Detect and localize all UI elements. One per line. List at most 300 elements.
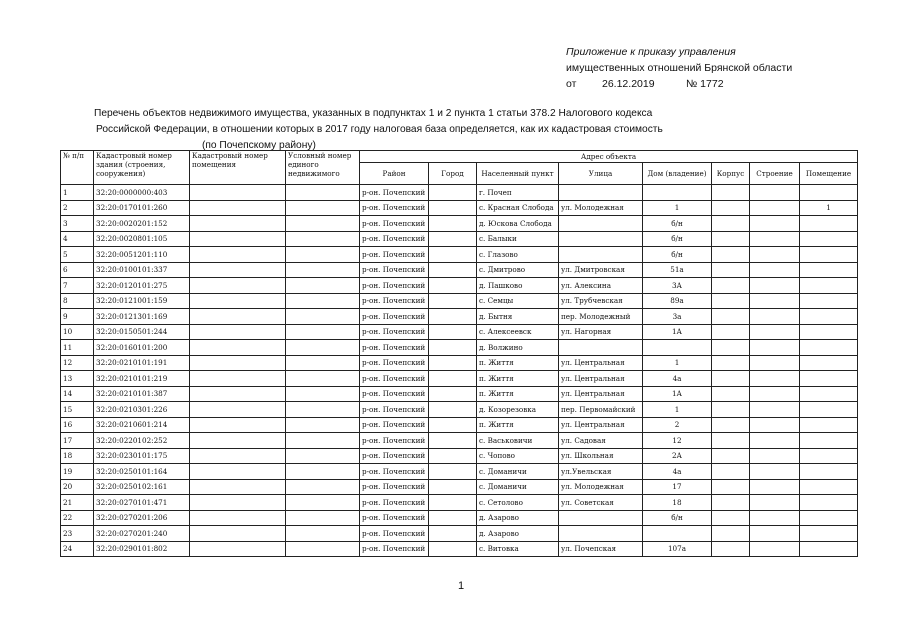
cell-room [800,464,858,480]
header-street: Улица [559,163,643,185]
cell-cond-number [286,231,360,247]
table-row [61,495,858,511]
cell-cond-number [286,464,360,480]
cell-street: ул.Увельская [559,464,643,480]
cell-city [429,340,477,356]
cell-num: 9 [61,309,94,325]
cell-cad-room [190,433,286,449]
cell-room [800,231,858,247]
cell-street: ул. Алексина [559,278,643,294]
table-row [61,526,858,542]
cell-structure [750,185,800,201]
cell-settlement: д. Юскова Слобода [477,216,559,232]
cell-room [800,386,858,402]
cell-street: пер. Молодежный [559,309,643,325]
cell-num: 5 [61,247,94,263]
cell-district: р-он. Почепский [360,340,429,356]
cell-district: р-он. Почепский [360,402,429,418]
cell-room [800,247,858,263]
cell-structure [750,386,800,402]
cell-block [712,355,750,371]
table-row [61,247,858,263]
cell-house: 12 [643,433,712,449]
cell-house: 3а [643,309,712,325]
cell-city [429,448,477,464]
cell-cad-room [190,216,286,232]
table-row [61,355,858,371]
cell-cad-room [190,355,286,371]
cell-city [429,185,477,201]
cell-street: ул. Молодежная [559,200,643,216]
cell-city [429,309,477,325]
cell-num: 4 [61,231,94,247]
cell-room [800,185,858,201]
cell-district: р-он. Почепский [360,495,429,511]
cell-house: 4а [643,371,712,387]
cell-city [429,371,477,387]
cell-house: 1 [643,402,712,418]
cell-settlement: п. Життя [477,355,559,371]
cell-structure [750,371,800,387]
table-row [61,417,858,433]
table-row [61,324,858,340]
cell-settlement: г. Почеп [477,185,559,201]
cell-num: 22 [61,510,94,526]
header-address: Адрес объекта [360,151,858,163]
cell-num: 10 [61,324,94,340]
cell-house: 89а [643,293,712,309]
cell-settlement: с. Алексеевск [477,324,559,340]
cell-cad-building: 32:20:0150501:244 [94,324,190,340]
cell-city [429,355,477,371]
cell-room [800,495,858,511]
cell-structure [750,417,800,433]
cell-cond-number [286,448,360,464]
cell-cad-room [190,448,286,464]
cell-settlement: с. Сетолово [477,495,559,511]
table-row [61,464,858,480]
cell-structure [750,262,800,278]
cell-structure [750,340,800,356]
cell-room [800,479,858,495]
cell-num: 14 [61,386,94,402]
cell-house: 1 [643,200,712,216]
table-row [61,231,858,247]
cell-city [429,231,477,247]
cell-cond-number [286,541,360,557]
cell-block [712,231,750,247]
cell-cad-building: 32:20:0270101:471 [94,495,190,511]
cell-street: пер. Первомайский [559,402,643,418]
order-number: № 1772 [686,78,724,90]
cell-cond-number [286,371,360,387]
cell-cond-number [286,526,360,542]
cell-house [643,526,712,542]
cell-district: р-он. Почепский [360,448,429,464]
table-row [61,309,858,325]
cell-num: 24 [61,541,94,557]
cell-cond-number [286,216,360,232]
from-label: от [566,78,577,90]
cell-district: р-он. Почепский [360,231,429,247]
cell-block [712,448,750,464]
cell-settlement: п. Життя [477,417,559,433]
cell-cad-room [190,324,286,340]
cell-settlement: с. Красная Слобода [477,200,559,216]
table-body [61,185,858,557]
cell-structure [750,231,800,247]
cell-street: ул. Трубчевская [559,293,643,309]
cell-street: ул. Нагорная [559,324,643,340]
cell-block [712,278,750,294]
cell-cad-building: 32:20:0210101:191 [94,355,190,371]
cell-house: 1 [643,355,712,371]
table-row [61,216,858,232]
cell-structure [750,448,800,464]
table-row [61,278,858,294]
cell-cad-building: 32:20:0100101:337 [94,262,190,278]
cell-cad-room [190,464,286,480]
cell-cad-room [190,526,286,542]
cell-cond-number [286,247,360,263]
cell-structure [750,433,800,449]
header-structure: Строение [750,163,800,185]
cell-room [800,278,858,294]
table-row [61,386,858,402]
cell-room [800,262,858,278]
cell-block [712,340,750,356]
cell-block [712,526,750,542]
cell-district: р-он. Почепский [360,371,429,387]
cell-block [712,464,750,480]
cell-cad-room [190,278,286,294]
cell-num: 2 [61,200,94,216]
table-row [61,293,858,309]
cell-settlement: п. Життя [477,386,559,402]
title-line-2: Российской Федерации, в отношении которых в 2017 году налоговая база определяется, как их кадастровая стоимость [96,124,663,135]
cell-district: р-он. Почепский [360,185,429,201]
cell-room [800,309,858,325]
cell-city [429,541,477,557]
cell-settlement: с. Балыки [477,231,559,247]
table-row [61,262,858,278]
cell-city [429,402,477,418]
cell-structure [750,324,800,340]
cell-city [429,247,477,263]
cell-cad-building: 32:20:0270201:206 [94,510,190,526]
cell-house: 3А [643,278,712,294]
table-row [61,340,858,356]
cell-street [559,247,643,263]
cell-num: 15 [61,402,94,418]
cell-cad-room [190,417,286,433]
cell-house: б/н [643,510,712,526]
header-cad-room: Кадастровый номер помещения [190,151,286,185]
cell-cond-number [286,355,360,371]
cell-settlement: д. Козорезовка [477,402,559,418]
cell-cond-number [286,495,360,511]
header-cad-building: Кадастровый номер здания (строения, сооружения) [94,151,190,185]
cell-cond-number [286,293,360,309]
cell-room [800,541,858,557]
cell-cond-number [286,262,360,278]
cell-city [429,433,477,449]
cell-cad-room [190,495,286,511]
cell-city [429,464,477,480]
cell-cad-building: 32:20:0051201:110 [94,247,190,263]
cell-block [712,495,750,511]
cell-street [559,185,643,201]
cell-cad-building: 32:20:0170101:260 [94,200,190,216]
table-row [61,402,858,418]
order-date: 26.12.2019 [602,78,655,90]
cell-structure [750,247,800,263]
cell-street: ул. Школьная [559,448,643,464]
cell-room [800,402,858,418]
cell-street: ул. Дмитровская [559,262,643,278]
cell-cad-building: 32:20:0250102:161 [94,479,190,495]
table-row [61,200,858,216]
cell-district: р-он. Почепский [360,464,429,480]
cell-settlement: д. Пашково [477,278,559,294]
cell-district: р-он. Почепский [360,262,429,278]
cell-room [800,371,858,387]
cell-street: ул. Советская [559,495,643,511]
cell-cad-room [190,386,286,402]
cell-block [712,324,750,340]
cell-cad-room [190,185,286,201]
cell-cad-room [190,510,286,526]
cell-district: р-он. Почепский [360,433,429,449]
cell-structure [750,216,800,232]
cell-district: р-он. Почепский [360,293,429,309]
cell-city [429,262,477,278]
appendix-line-1 [566,44,792,60]
cell-block [712,433,750,449]
cell-cad-room [190,231,286,247]
cell-block [712,247,750,263]
cell-num: 3 [61,216,94,232]
cell-cad-building: 32:20:0210101:387 [94,386,190,402]
cell-room [800,293,858,309]
cell-settlement: с. Чопово [477,448,559,464]
cell-cad-room [190,402,286,418]
cell-num: 12 [61,355,94,371]
cell-num: 11 [61,340,94,356]
cell-structure [750,526,800,542]
table-row [61,479,858,495]
cell-district: р-он. Почепский [360,386,429,402]
title-line-3: (по Почепскому району) [202,140,316,151]
cell-cad-room [190,479,286,495]
cell-block [712,185,750,201]
cell-city [429,495,477,511]
table-row [61,541,858,557]
cell-house: 4а [643,464,712,480]
cell-num: 1 [61,185,94,201]
cell-city [429,510,477,526]
cell-structure [750,541,800,557]
cell-num: 13 [61,371,94,387]
cell-cond-number [286,200,360,216]
page-number: 1 [458,580,465,592]
cell-cad-room [190,371,286,387]
cell-settlement: д. Бытня [477,309,559,325]
cell-room [800,340,858,356]
cell-num: 19 [61,464,94,480]
cell-room [800,448,858,464]
cell-num: 23 [61,526,94,542]
cell-city [429,324,477,340]
cell-structure [750,495,800,511]
cell-street: ул. Садовая [559,433,643,449]
cell-house: 2А [643,448,712,464]
cell-room: 1 [800,200,858,216]
cell-cad-building: 32:20:0250101:164 [94,464,190,480]
appendix-header [566,44,792,92]
table-row [61,185,858,201]
header-cond-number: Условный номер единого недвижимого [286,151,360,185]
cell-room [800,417,858,433]
cell-block [712,262,750,278]
table-row [61,448,858,464]
cell-cad-building: 32:20:0210301:226 [94,402,190,418]
cell-house: 1А [643,386,712,402]
cell-room [800,433,858,449]
cell-room [800,355,858,371]
cell-block [712,200,750,216]
cell-cad-building: 32:20:0000000:403 [94,185,190,201]
cell-cad-room [190,541,286,557]
cell-cond-number [286,278,360,294]
cell-cond-number [286,340,360,356]
cell-house [643,340,712,356]
cell-district: р-он. Почепский [360,216,429,232]
cell-cond-number [286,510,360,526]
cell-settlement: д. Азарово [477,510,559,526]
cell-cad-building: 32:20:0020801:105 [94,231,190,247]
cell-city [429,479,477,495]
cell-room [800,526,858,542]
cell-block [712,309,750,325]
cell-settlement: д. Волжино [477,340,559,356]
cell-structure [750,355,800,371]
cell-house: 17 [643,479,712,495]
cell-cad-room [190,309,286,325]
header-block: Корпус [712,163,750,185]
cell-settlement: с. Семцы [477,293,559,309]
cell-settlement: д. Азарово [477,526,559,542]
cell-house: 18 [643,495,712,511]
appendix-date-line [566,76,792,92]
table-row [61,433,858,449]
cell-district: р-он. Почепский [360,324,429,340]
header-city: Город [429,163,477,185]
cell-house [643,185,712,201]
appendix-line-2: имущественных отношений Брянской области [566,62,793,74]
cell-settlement: с. Доманичи [477,464,559,480]
cell-street: ул. Центральная [559,371,643,387]
cell-city [429,200,477,216]
cell-settlement: п. Життя [477,371,559,387]
cell-city [429,216,477,232]
document-title [60,106,760,154]
table-row [61,510,858,526]
cell-street: ул. Молодежная [559,479,643,495]
cell-num: 21 [61,495,94,511]
cell-cad-building: 32:20:0120101:275 [94,278,190,294]
cell-street [559,526,643,542]
cell-cad-building: 32:20:0270201:240 [94,526,190,542]
cell-settlement: с. Дмитрово [477,262,559,278]
cell-structure [750,309,800,325]
cell-street [559,216,643,232]
cell-cond-number [286,324,360,340]
cell-street [559,510,643,526]
cell-street: ул. Почепская [559,541,643,557]
cell-district: р-он. Почепский [360,479,429,495]
cell-cad-building: 32:20:0121301:169 [94,309,190,325]
cell-num: 18 [61,448,94,464]
cell-cond-number [286,402,360,418]
cell-block [712,216,750,232]
cell-structure [750,464,800,480]
cell-house: 107а [643,541,712,557]
header-settlement: Населенный пункт [477,163,559,185]
cell-cond-number [286,386,360,402]
cell-district: р-он. Почепский [360,526,429,542]
cell-block [712,479,750,495]
cell-city [429,526,477,542]
cell-block [712,371,750,387]
cell-block [712,417,750,433]
cell-room [800,216,858,232]
cell-house: б/н [643,247,712,263]
cell-cad-building: 32:20:0020201:152 [94,216,190,232]
table-row [61,371,858,387]
cell-num: 16 [61,417,94,433]
cell-cad-building: 32:20:0210101:219 [94,371,190,387]
cell-street [559,340,643,356]
cell-cond-number [286,417,360,433]
cell-block [712,510,750,526]
cell-city [429,386,477,402]
cell-street [559,231,643,247]
cell-room [800,510,858,526]
cell-cond-number [286,433,360,449]
cell-cad-room [190,340,286,356]
cell-district: р-он. Почепский [360,355,429,371]
cell-city [429,417,477,433]
cell-structure [750,200,800,216]
cell-settlement: с. Васьковичи [477,433,559,449]
cell-cad-building: 32:20:0220102:252 [94,433,190,449]
cell-num: 20 [61,479,94,495]
cell-room [800,324,858,340]
cell-house: б/н [643,216,712,232]
cell-house: 1А [643,324,712,340]
cell-street: ул. Центральная [559,355,643,371]
cell-settlement: с. Доманичи [477,479,559,495]
cell-house: б/н [643,231,712,247]
cell-cond-number [286,309,360,325]
cell-district: р-он. Почепский [360,510,429,526]
cell-structure [750,479,800,495]
cell-cad-room [190,247,286,263]
cell-house: 51а [643,262,712,278]
appendix-title: Приложение к приказу управления [566,46,736,58]
header-num: № п/п [61,151,94,185]
